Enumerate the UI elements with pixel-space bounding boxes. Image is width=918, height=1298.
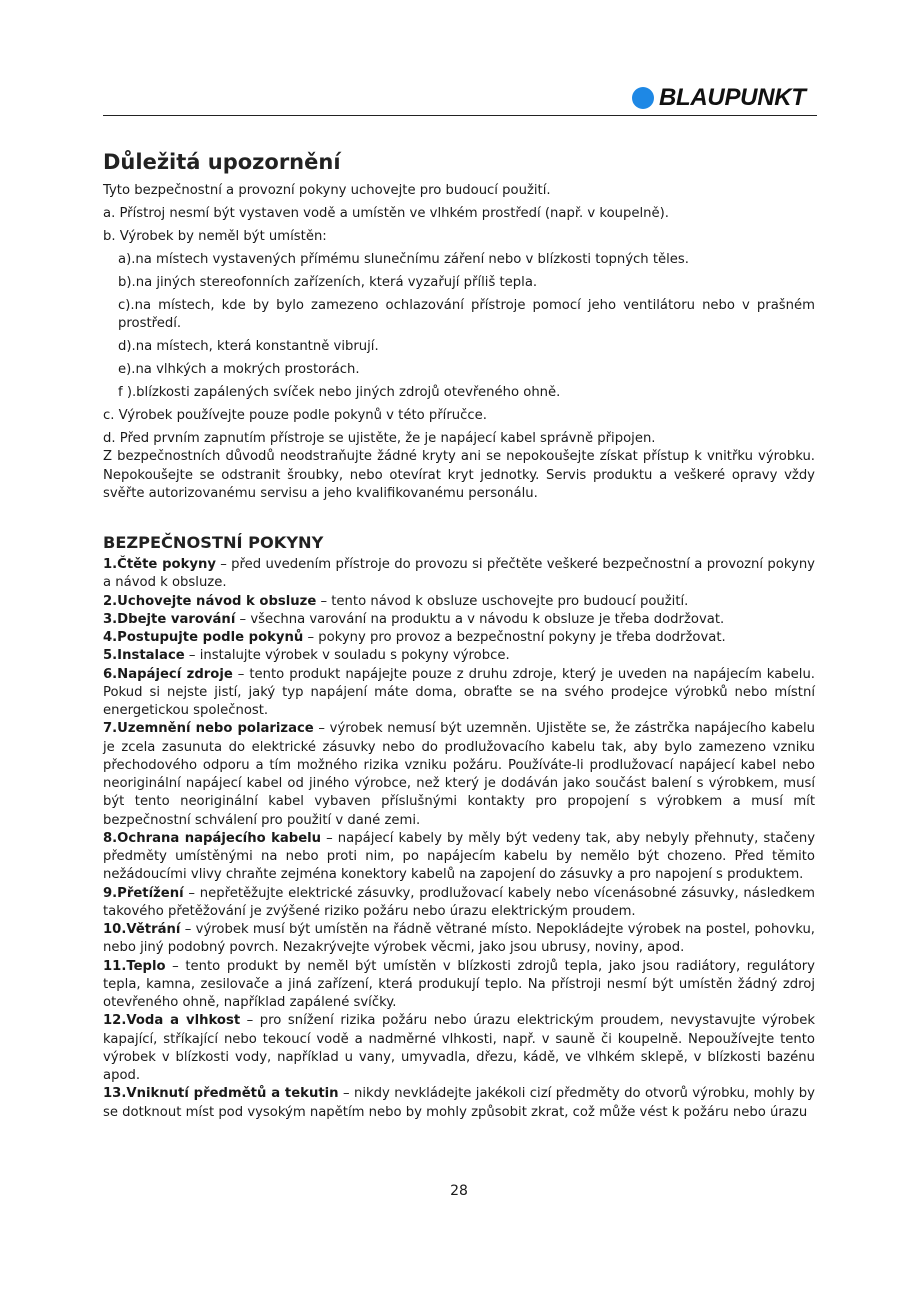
safety-item-label: 1.Čtěte pokyny — [103, 557, 216, 572]
safety-item — [103, 556, 815, 593]
safety-item-text: – pokyny pro provoz a bezpečnostní pokyny je třeba dodržovat. — [303, 630, 726, 645]
placement-item: b).na jiných stereofonních zařízeních, která vyzařují příliš tepla. — [118, 274, 538, 290]
safety-item-label: 9.Přetížení — [103, 885, 184, 901]
intro-line: Tyto bezpečnostní a provozní pokyny uchovejte pro budoucí použití. — [103, 183, 551, 198]
safety-item — [103, 720, 815, 830]
safety-item-label: 2.Uchovejte návod k obsluze — [103, 593, 317, 609]
service-note: Z bezpečnostních důvodů neodstraňujte žádné kryty ani se nepokoušejte získat přístup k vnitřku výrobku. Nepokoušejte se odstranit šroubky, nebo otevírat kryt jednotky. Servis produktu a veškeré opravy vždy svěřte autorizovanému servisu a jeho kvalifikovanému personálu. — [103, 449, 815, 502]
page-title: Důležitá upozornění — [103, 150, 341, 174]
intro-line: c. Výrobek používejte pouze podle pokynů v této příručce. — [103, 408, 487, 424]
safety-item-text: – nikdy nevkládejte jakékoli cizí předměty do otvorů výrobku, mohly by se dotknout míst pod vysokým napětím nebo by mohly způsobit zkrat, což může vést k požáru nebo úrazu — [103, 1086, 815, 1120]
safety-item — [103, 611, 815, 629]
safety-item-text: – napájecí kabely by měly být vedeny tak, aby nebyly přehnuty, stačeny předměty umístěnými na nebo proti nim, po napájecím kabelu by nemělo být chozeno. Před těmito nežádoucími vlivy chraňte zejména konektory kabelů na zapojení do zásuvky a pro napojení s produktem. — [103, 830, 815, 883]
safety-item — [103, 629, 815, 647]
brand-name: BLAUPUNKT — [659, 84, 806, 111]
safety-item-label: 10.Větrání — [103, 922, 181, 937]
safety-item — [103, 1012, 815, 1085]
logo-dot-icon — [632, 87, 654, 109]
safety-item — [103, 885, 815, 922]
safety-item-label: 5.Instalace — [103, 648, 185, 664]
safety-item-label: 8.Ochrana napájecího kabelu — [103, 830, 322, 846]
safety-item — [103, 666, 815, 721]
safety-item-text: – instalujte výrobek v souladu s pokyny výrobce. — [184, 648, 510, 664]
safety-item-text: – výrobek nemusí být uzemněn. Ujistěte se, že zástrčka napájecího kabelu je zcela zasunuta do elektrické zásuvky nebo do prodlužovacího kabelu tak, aby bylo zamezeno vzniku přechodového odporu a tím možného rizika vzniku požáru. Používáte-li prodlužovací napájecí kabel nebo neoriginální napájecí kabel od jiného výrobce, než který je dodáván jako součást balení s výrobkem, musí být tento neoriginální kabel vybaven příslušnými kontakty pro propojení s výrobkem a musí mít bezpečnostní schválení pro použití v dané zemi. — [103, 721, 815, 828]
safety-item-label: 7.Uzemnění nebo polarizace — [103, 721, 314, 737]
page-number: 28 — [450, 1183, 468, 1199]
safety-item — [103, 921, 815, 958]
safety-item-label: 12.Voda a vlhkost — [103, 1013, 241, 1029]
safety-item — [103, 647, 815, 665]
safety-item-text: – před uvedením přístroje do provozu si přečtěte veškeré bezpečnostní a provozní pokyny a návod k obsluze. — [103, 557, 815, 591]
intro-line: b. Výrobek by neměl být umístěn: — [103, 228, 327, 244]
header-divider — [103, 115, 817, 116]
safety-item — [103, 1085, 815, 1122]
safety-item — [103, 830, 815, 885]
safety-item-text: – nepřetěžujte elektrické zásuvky, prodlužovací kabely nebo vícenásobné zásuvky, následkem takového přetěžování je zvýšené riziko požáru nebo úrazu elektrickým proudem. — [103, 885, 815, 919]
intro-line: d. Před prvním zapnutím přístroje se ujistěte, že je napájecí kabel správně připojen. — [103, 431, 656, 447]
intro-section — [103, 182, 815, 508]
safety-item-text: – všechna varování na produktu a v návodu k obsluze je třeba dodržovat. — [235, 611, 725, 627]
safety-item — [103, 593, 815, 611]
placement-item: a).na místech vystavených přímému slunečnímu záření nebo v blízkosti topných těles. — [118, 251, 689, 267]
placement-item: e).na vlhkých a mokrých prostorách. — [118, 362, 360, 378]
safety-item-text: – tento produkt napájejte pouze z druhu zdroje, který je uveden na napájecím kabelu. Pokud si nejste jistí, jaký typ napájení máte doma, obraťte se na svého prodejce výrobků nebo místní energetickou společnost. — [103, 666, 815, 718]
safety-item-label: 3.Dbejte varování — [103, 611, 236, 627]
brand-logo — [632, 84, 806, 112]
safety-item-text: – pro snížení rizika požáru nebo úrazu elektrickým proudem, nevystavujte výrobek kapající, stříkající nebo tekoucí vodě a nadměrné vlhkosti, např. v sauně či koupelně. Nepoužívejte tento výrobek v blízkosti vody, například u vany, umyvadla, dřezu, kádě, ve vlhkém sklepě, v blízkosti bazénu apod. — [103, 1013, 815, 1083]
safety-item-label: 4.Postupujte podle pokynů — [103, 630, 304, 645]
safety-item-text: – výrobek musí být umístěn na řádně větrané místo. Nepokládejte výrobek na postel, pohovku, nebo jiný podobný povrch. Nezakrývejte výrobek věcmi, jako jsou ubrusy, noviny, apod. — [103, 922, 815, 956]
safety-item-label: 13.Vniknutí předmětů a tekutin — [103, 1086, 339, 1102]
placement-item: c).na místech, kde by bylo zamezeno ochlazování přístroje pomocí jeho ventilátoru nebo v prašném prostředí. — [118, 297, 815, 332]
intro-line: a. Přístroj nesmí být vystaven vodě a umístěn ve vlhkém prostředí (např. v koupelně). — [103, 205, 669, 221]
safety-item-text: – tento produkt by neměl být umístěn v blízkosti zdrojů tepla, jako jsou radiátory, regulátory tepla, kamna, zesilovače a jiná zařízení, která produkují teplo. Na přístroji nesmí být umístěn žádný zdroj otevřeného ohně, například zapálené svíčky. — [103, 958, 815, 1010]
safety-heading: BEZPEČNOSTNÍ POKYNY — [103, 533, 324, 552]
safety-item-label: 6.Napájecí zdroje — [103, 666, 233, 682]
safety-list — [103, 556, 815, 1122]
placement-item: f ).blízkosti zapálených svíček nebo jiných zdrojů otevřeného ohně. — [118, 385, 561, 401]
safety-item-text: – tento návod k obsluze uschovejte pro budoucí použití. — [316, 593, 689, 609]
placement-item: d).na místech, která konstantně vibrují. — [118, 339, 379, 355]
safety-item-label: 11.Teplo — [103, 958, 166, 974]
safety-item — [103, 958, 815, 1013]
